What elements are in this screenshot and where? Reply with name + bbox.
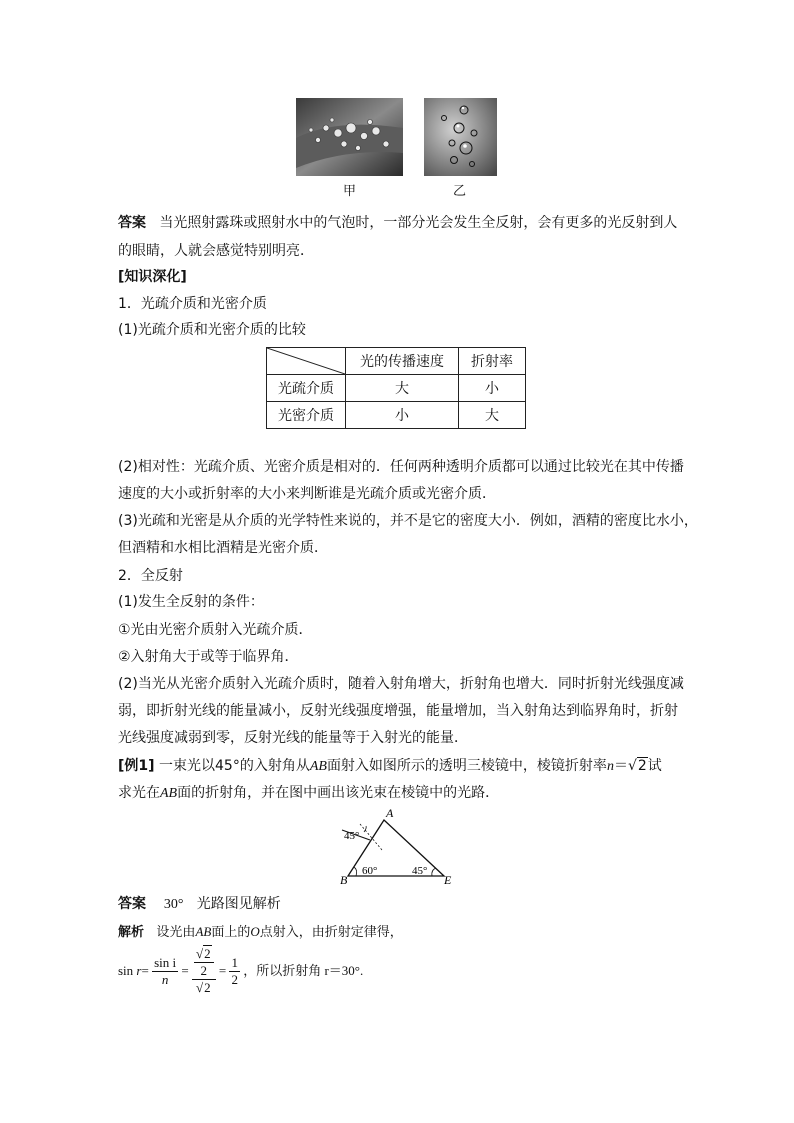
compound-fraction: $\frac{\frac{√2}{2}}{√2}$ (192, 946, 216, 996)
vertex-E-label: E (444, 873, 452, 886)
photo-right-caption: 乙 (453, 184, 467, 199)
sub2-line1: (2)相对性：光疏介质、光密介质是相对的．任何两种透明介质都可以通过比较光在其中传播 (118, 459, 684, 475)
fraction-one-half: $\frac{1}{2}$ (231, 954, 238, 987)
vertex-A-label: A (386, 806, 394, 820)
table-cell: 小 (346, 402, 459, 429)
cond-title: (1)发生全反射的条件： (118, 594, 264, 610)
table-row (267, 375, 526, 402)
table-corner-cell (267, 348, 346, 375)
analysis-line: 解析 设光由AB面上的O点射入，由折射定律得， (118, 924, 403, 940)
table-cell: 大 (346, 375, 459, 402)
table-row (267, 402, 526, 429)
answer2-line: 答案 30° 光路图见解析 (118, 896, 281, 912)
sub3-line2: 但酒精和水相比酒精是光密介质． (118, 540, 328, 556)
table-header-index: 折射率 (459, 348, 526, 375)
knowledge-heading: [知识深化] (118, 269, 187, 285)
table-row-label: 光密介质 (267, 402, 346, 429)
table-row-label: 光疏介质 (267, 375, 346, 402)
p2-line2: 弱，即折射光线的能量减小，反射光线强度增强，能量增加，当入射角达到临界角时，折射 (118, 703, 678, 719)
cond2: ②入射角大于或等于临界角． (118, 649, 299, 665)
example-line1: [例1] 一束光以45°的入射角从AB面射入如图所示的透明三棱镜中，棱镜折射率n＝√2试 (118, 758, 662, 774)
fraction-sini-over-n: $\frac{\text{sin i}}{n}$ (154, 954, 177, 987)
table-cell: 大 (459, 402, 526, 429)
p2-line1: (2)当光从光密介质射入光疏介质时，随着入射角增大，折射角也增大．同时折射光线强度减 (118, 676, 684, 692)
sub3-line1: (3)光疏和光密是从介质的光学特性来说的，并不是它的密度大小．例如，酒精的密度比水小， (118, 513, 698, 529)
example-tag: [例1] (118, 758, 155, 774)
table-header-speed: 光的传播速度 (346, 348, 459, 375)
table-cell: 小 (459, 375, 526, 402)
incident-angle-label: 45° (344, 830, 360, 842)
sub2-line2: 速度的大小或折射率的大小来判断谁是光疏介质或光密介质． (118, 486, 496, 502)
bubble-photo (424, 98, 497, 176)
example-line2: 求光在AB面的折射角，并在图中画出该光束在棱镜中的光路． (118, 785, 500, 801)
prism-diagram (336, 806, 458, 886)
answer-label: 答案 (118, 215, 146, 231)
sub1-title: (1)光疏介质和光密介质的比较 (118, 322, 306, 338)
analysis-label: 解析 (118, 925, 145, 940)
section1-title: 1．光疏介质和光密介质 (118, 296, 267, 312)
answer1-line1: 答案 当光照射露珠或照射水中的气泡时，一部分光会发生全反射，会有更多的光反射到人 (118, 215, 678, 231)
p2-line3: 光线强度减弱到零，反射光线的能量等于入射光的能量． (118, 730, 468, 746)
answer1-line2: 的眼睛，人就会感觉特别明亮． (118, 243, 314, 259)
section2-title: 2．全反射 (118, 568, 183, 584)
formula-line: sin r= $\frac{\text{sin i}}{n}$ = $\frac{\frac{√2}{2}}{√2}$ = $\frac{1}{2}$ ，所以折射角 r＝30°. (118, 946, 364, 995)
angle-E-label: 45° (412, 865, 428, 877)
sqrt-expression: √2 (627, 758, 647, 774)
vertex-B-label: B (340, 873, 348, 886)
medium-comparison-table (266, 347, 526, 429)
photo-left-caption: 甲 (343, 184, 357, 199)
dewdrop-photo (296, 98, 403, 176)
answer2-label: 答案 (118, 896, 146, 912)
table-header-row (267, 348, 526, 375)
cond1: ①光由光密介质射入光疏介质． (118, 622, 313, 638)
angle-B-label: 60° (362, 865, 378, 877)
conclusion-text: ，所以折射角 r＝30°. (243, 963, 364, 978)
